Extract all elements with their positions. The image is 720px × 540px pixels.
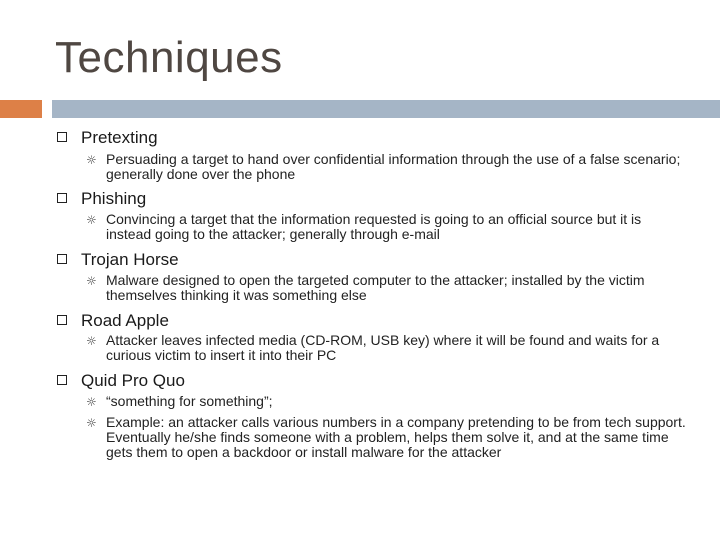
section-heading: Trojan Horse	[81, 250, 179, 269]
list-item	[86, 415, 686, 460]
section-heading: Road Apple	[81, 311, 169, 330]
section-item-text: Convincing a target that the information requested is going to an official source but it is instead going to the attacker; generally through e-mail	[106, 211, 642, 242]
section-item-text: Attacker leaves infected media (CD-ROM, USB key) where it will be found and waits for a curious victim to insert it into their PC	[106, 332, 660, 363]
square-bullet-icon	[57, 254, 67, 264]
sub-bullet-icon: ☼	[86, 395, 97, 409]
list-item	[55, 310, 695, 332]
section-heading: Phishing	[81, 189, 147, 208]
list-item	[55, 370, 695, 392]
slide-title: Techniques	[55, 33, 283, 82]
list-item	[55, 127, 695, 149]
list-item	[86, 394, 686, 409]
square-bullet-icon	[57, 132, 67, 142]
title-rule-bar	[52, 100, 720, 118]
section-item-text: Persuading a target to hand over confidential information through the use of a false scenario; generally done over the phone	[106, 151, 681, 182]
sub-bullet-icon: ☼	[86, 274, 97, 288]
list-item	[86, 333, 686, 363]
section-item-text: Malware designed to open the targeted computer to the attacker; installed by the victim themselves thinking it was something else	[106, 272, 645, 303]
accent-bar	[0, 100, 42, 118]
square-bullet-icon	[57, 315, 67, 325]
list-item	[55, 188, 695, 210]
square-bullet-icon	[57, 193, 67, 203]
list-item	[86, 152, 686, 182]
section-heading: Pretexting	[81, 128, 158, 147]
sub-bullet-icon: ☼	[86, 416, 97, 430]
sub-bullet-icon: ☼	[86, 213, 97, 227]
sub-bullet-icon: ☼	[86, 334, 97, 348]
sub-bullet-icon: ☼	[86, 153, 97, 167]
list-item	[86, 273, 686, 303]
list-item	[55, 249, 695, 271]
section-item-text: Example: an attacker calls various numbers in a company pretending to be from tech support. Eventually he/she finds someone with a problem, helps them solve it, and at the same time gets them to open a backdoor or install malware for the attacker	[106, 414, 686, 460]
square-bullet-icon	[57, 375, 67, 385]
section-item-text: “something for something”;	[106, 393, 273, 409]
section-heading: Quid Pro Quo	[81, 371, 185, 390]
list-item	[86, 212, 686, 242]
